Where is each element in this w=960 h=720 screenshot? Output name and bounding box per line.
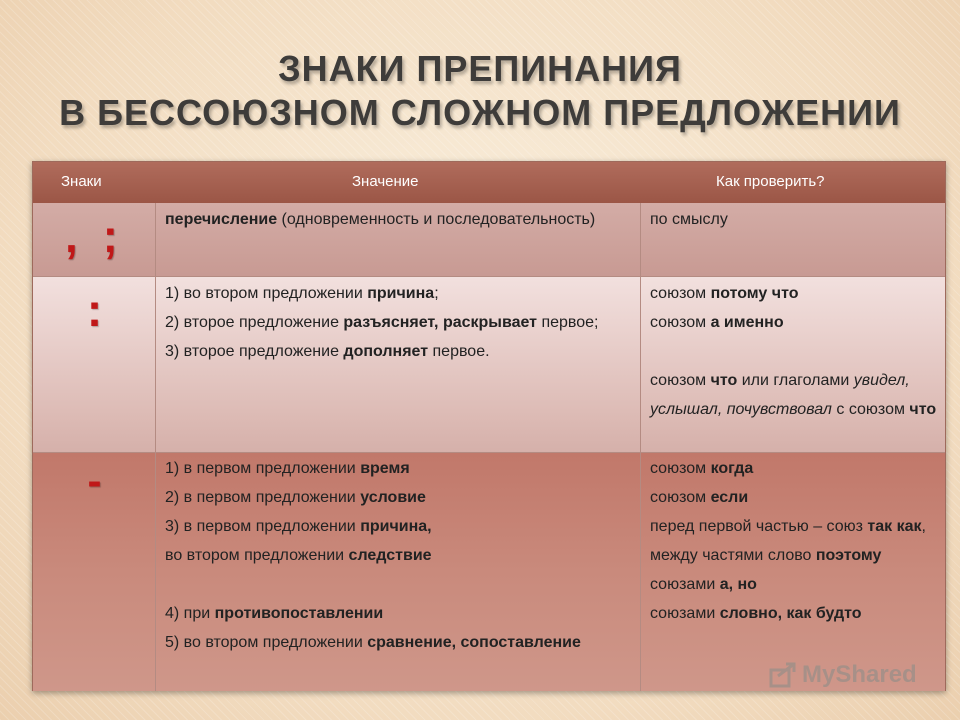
check-cell — [641, 277, 945, 453]
watermark-icon — [768, 660, 798, 690]
check-text — [650, 279, 939, 424]
sign-comma-semicolon: , ; — [65, 210, 124, 262]
text-line: 1) во втором предложении причина; — [165, 285, 439, 302]
watermark-text: MyShared — [802, 661, 917, 688]
title-line-2: В БЕССОЮЗНОМ СЛОЖНОМ ПРЕДЛОЖЕНИИ — [59, 92, 901, 133]
check-text — [650, 454, 939, 628]
text-line: союзом когда — [650, 460, 754, 477]
header-cell — [33, 162, 156, 203]
sign-cell — [33, 277, 156, 453]
text-line: по смыслу — [650, 211, 728, 228]
sign-cell — [33, 453, 156, 691]
text-line: союзом если — [650, 489, 749, 506]
text-line: 3) в первом предложении причина, — [165, 518, 432, 535]
header-signs: Знаки — [61, 173, 102, 190]
text-line: во втором предложении следствие — [165, 547, 432, 564]
text-line: 4) при противопоставлении — [165, 605, 384, 622]
header-meaning: Значение — [352, 173, 419, 190]
header-cell — [641, 162, 945, 203]
sign-cell — [33, 203, 156, 276]
text-line: союзом потому что — [650, 285, 799, 302]
text-line — [650, 337, 939, 366]
header-cell — [156, 162, 641, 203]
sign-colon: : — [86, 284, 103, 336]
table-row — [33, 203, 945, 276]
punctuation-table — [32, 161, 946, 691]
meaning-text — [165, 279, 634, 366]
header-check: Как проверить? — [716, 173, 825, 190]
text-line: союзом а именно — [650, 314, 784, 331]
text-line: перечисление (одновременность и последовательность) — [165, 211, 596, 228]
meaning-cell — [156, 453, 641, 691]
text-line: 5) во втором предложении сравнение, сопоставление — [165, 634, 581, 651]
text-line: перед первой частью – союз так как, между частями слово поэтому — [650, 518, 926, 564]
meaning-cell — [156, 203, 641, 276]
check-text — [650, 205, 939, 234]
text-line: 3) второе предложение дополняет первое. — [165, 343, 490, 360]
text-line — [165, 570, 634, 599]
meaning-text — [165, 454, 634, 657]
table-row — [33, 276, 945, 453]
sign-dash: - — [87, 457, 102, 504]
text-line: 2) в первом предложении условие — [165, 489, 426, 506]
title-line-1: ЗНАКИ ПРЕПИНАНИЯ — [278, 48, 682, 89]
meaning-cell — [156, 277, 641, 453]
meaning-text — [165, 205, 634, 234]
table-row — [33, 452, 945, 691]
text-line: 1) в первом предложении время — [165, 460, 410, 477]
text-line: союзами а, но — [650, 576, 757, 593]
text-line: союзами словно, как будто — [650, 605, 862, 622]
watermark-logo — [768, 660, 917, 690]
text-line: 2) второе предложение разъясняет, раскрывает первое; — [165, 314, 599, 331]
text-line: союзом что или глаголами увидел, услышал, почувствовал с союзом что — [650, 372, 937, 418]
check-cell — [641, 453, 945, 691]
check-cell — [641, 203, 945, 276]
table-header-row — [33, 162, 945, 203]
